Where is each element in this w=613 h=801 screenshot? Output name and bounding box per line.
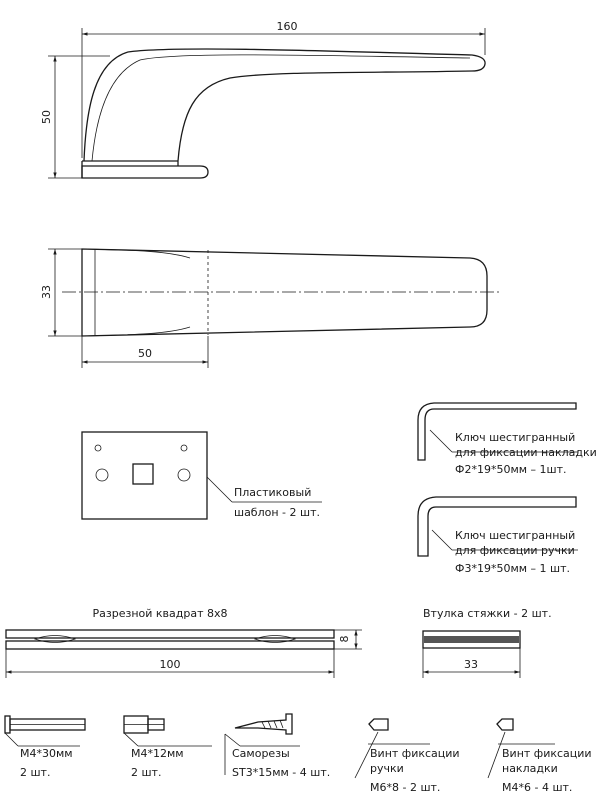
dim-rosette-50: 50 xyxy=(138,347,152,360)
screw-m4x12 xyxy=(124,716,212,779)
plastic-template xyxy=(82,432,322,519)
dim-square-100: 100 xyxy=(159,658,181,671)
sleeve xyxy=(423,607,552,678)
self-tap-label-2: ST3*15мм - 4 шт. xyxy=(232,766,331,779)
self-tap-label-1: Саморезы xyxy=(232,747,290,760)
set-screw-rosette-label-2: накладки xyxy=(502,762,558,775)
key-rosette-label-3: Ф2*19*50мм – 1шт. xyxy=(455,463,567,476)
set-screw-rosette-label-1: Винт фиксации xyxy=(502,747,592,760)
dim-sleeve-33: 33 xyxy=(464,658,478,671)
self-tapping-screw xyxy=(225,714,330,779)
dim-height-50: 50 xyxy=(40,110,53,124)
template-label-2: шаблон - 2 шт. xyxy=(234,506,320,519)
hex-key-rosette xyxy=(418,403,597,476)
dim-square-8: 8 xyxy=(338,635,351,643)
dim-length-160: 160 xyxy=(276,20,298,33)
template-label-1: Пластиковый xyxy=(234,486,312,499)
split-square xyxy=(6,607,362,678)
screw-30-label-2: 2 шт. xyxy=(20,766,51,779)
set-screw-handle-label-1: Винт фиксации xyxy=(370,747,460,760)
set-screw-rosette xyxy=(488,719,592,794)
screw-12-label-1: М4*12мм xyxy=(131,747,184,760)
handle-side-view xyxy=(40,20,485,178)
screw-12-label-2: 2 шт. xyxy=(131,766,162,779)
hex-key-handle xyxy=(418,497,578,575)
screw-m4x30 xyxy=(5,716,85,779)
split-square-label: Разрезной квадрат 8х8 xyxy=(92,607,228,620)
key-handle-label-1: Ключ шестигранный xyxy=(455,529,576,542)
set-screw-handle-label-2: ручки xyxy=(370,762,404,775)
sleeve-label: Втулка стяжки - 2 шт. xyxy=(423,607,552,620)
key-handle-label-2: для фиксации ручки xyxy=(455,544,575,557)
key-handle-label-3: Ф3*19*50мм – 1 шт. xyxy=(455,562,571,575)
handle-top-view xyxy=(40,249,500,368)
key-rosette-label-1: Ключ шестигранный xyxy=(455,431,576,444)
key-rosette-label-2: для фиксации накладки xyxy=(455,446,597,459)
set-screw-rosette-label-3: М4*6 - 4 шт. xyxy=(502,781,573,794)
set-screw-handle xyxy=(355,719,460,794)
screw-30-label-1: М4*30мм xyxy=(20,747,73,760)
set-screw-handle-label-3: М6*8 - 2 шт. xyxy=(370,781,441,794)
dim-width-33: 33 xyxy=(40,285,53,299)
